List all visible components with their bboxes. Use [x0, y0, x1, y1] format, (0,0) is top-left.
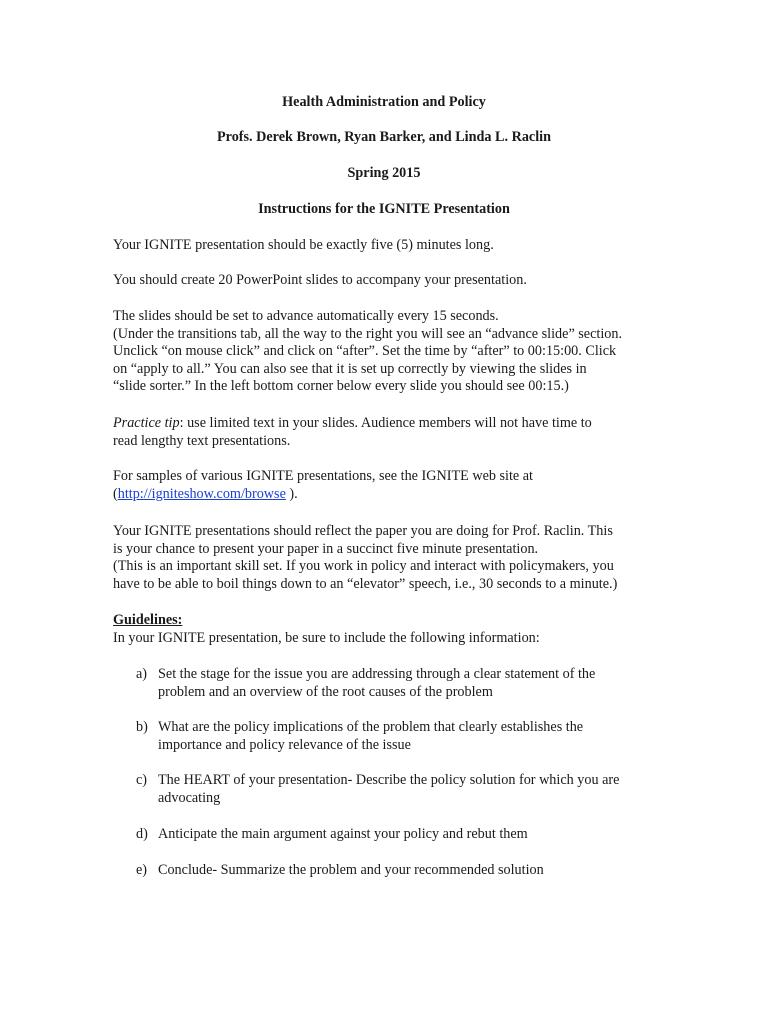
- list-marker: e): [136, 862, 148, 878]
- practice-tip-text: : use limited text in your slides. Audience members will not have time to: [179, 415, 592, 431]
- term-line: Spring 2015: [347, 165, 421, 181]
- course-title: Health Administration and Policy: [282, 94, 486, 110]
- practice-tip-line: read lengthy text presentations.: [113, 432, 291, 449]
- list-marker: b): [136, 719, 148, 735]
- advance-line: Unclick “on mouse click” and click on “after”. Set the time by “after” to 00:15:00. Click: [113, 343, 617, 359]
- professors-line: Profs. Derek Brown, Ryan Barker, and Linda L. Raclin: [217, 129, 551, 145]
- reflect-paragraph: [113, 523, 658, 593]
- practice-tip-paragraph: [113, 415, 658, 450]
- instructions-title: Instructions for the IGNITE Presentation: [258, 201, 510, 217]
- list-marker: a): [136, 666, 148, 682]
- list-item-line: Anticipate the main argument against your policy and rebut them: [158, 826, 528, 842]
- duration-paragraph: Your IGNITE presentation should be exactly five (5) minutes long.: [113, 237, 494, 253]
- list-item-line: Set the stage for the issue you are addressing through a clear statement of the: [158, 666, 596, 682]
- samples-close-paren: ).: [285, 485, 298, 502]
- slides-paragraph: You should create 20 PowerPoint slides to accompany your presentation.: [113, 272, 527, 288]
- guidelines-section: [113, 612, 658, 647]
- list-item-line: problem and an overview of the root causes of the problem: [158, 683, 493, 700]
- guidelines-heading: Guidelines:: [113, 612, 183, 628]
- list-item-line: The HEART of your presentation- Describe the policy solution for which you are: [158, 772, 620, 788]
- samples-paragraph: [113, 468, 658, 503]
- list-item-line: advocating: [158, 789, 221, 806]
- list-marker: c): [136, 772, 148, 788]
- list-item-line: importance and policy relevance of the issue: [158, 736, 411, 753]
- guidelines-intro: In your IGNITE presentation, be sure to include the following information:: [113, 629, 540, 646]
- practice-tip-label: Practice tip: [113, 415, 180, 431]
- samples-line: For samples of various IGNITE presentations, see the IGNITE web site at: [113, 468, 533, 484]
- reflect-line: Your IGNITE presentations should reflect the paper you are doing for Prof. Raclin. This: [113, 523, 613, 539]
- practice-tip-line: [113, 415, 658, 433]
- samples-open-paren: (: [113, 485, 118, 502]
- advance-line: “slide sorter.” In the left bottom corner below every slide you should see 00:15.): [113, 378, 569, 394]
- list-item-text: [158, 666, 595, 701]
- list-item-text: [158, 772, 619, 807]
- reflect-line: (This is an important skill set. If you work in policy and interact with policymakers, you: [113, 558, 614, 574]
- advance-paragraph: [113, 308, 658, 396]
- ignite-browse-link[interactable]: http://igniteshow.com/browse: [117, 485, 286, 502]
- list-item-text: [158, 826, 528, 844]
- advance-line: on “apply to all.” You can also see that it is set up correctly by viewing the slides in: [113, 360, 587, 377]
- advance-line: (Under the transitions tab, all the way to the right you will see an “advance slide” section.: [113, 325, 623, 342]
- samples-link-line: [113, 486, 658, 504]
- list-item-text: [158, 719, 583, 754]
- advance-line: The slides should be set to advance automatically every 15 seconds.: [113, 308, 499, 324]
- list-marker: d): [136, 826, 148, 842]
- list-item-text: [158, 862, 544, 880]
- list-item-line: Conclude- Summarize the problem and your recommended solution: [158, 862, 544, 878]
- reflect-line: is your chance to present your paper in a succinct five minute presentation.: [113, 540, 539, 557]
- list-item-line: What are the policy implications of the problem that clearly establishes the: [158, 719, 584, 735]
- reflect-line: have to be able to boil things down to an “elevator” speech, i.e., 30 seconds to a minute.): [113, 575, 618, 592]
